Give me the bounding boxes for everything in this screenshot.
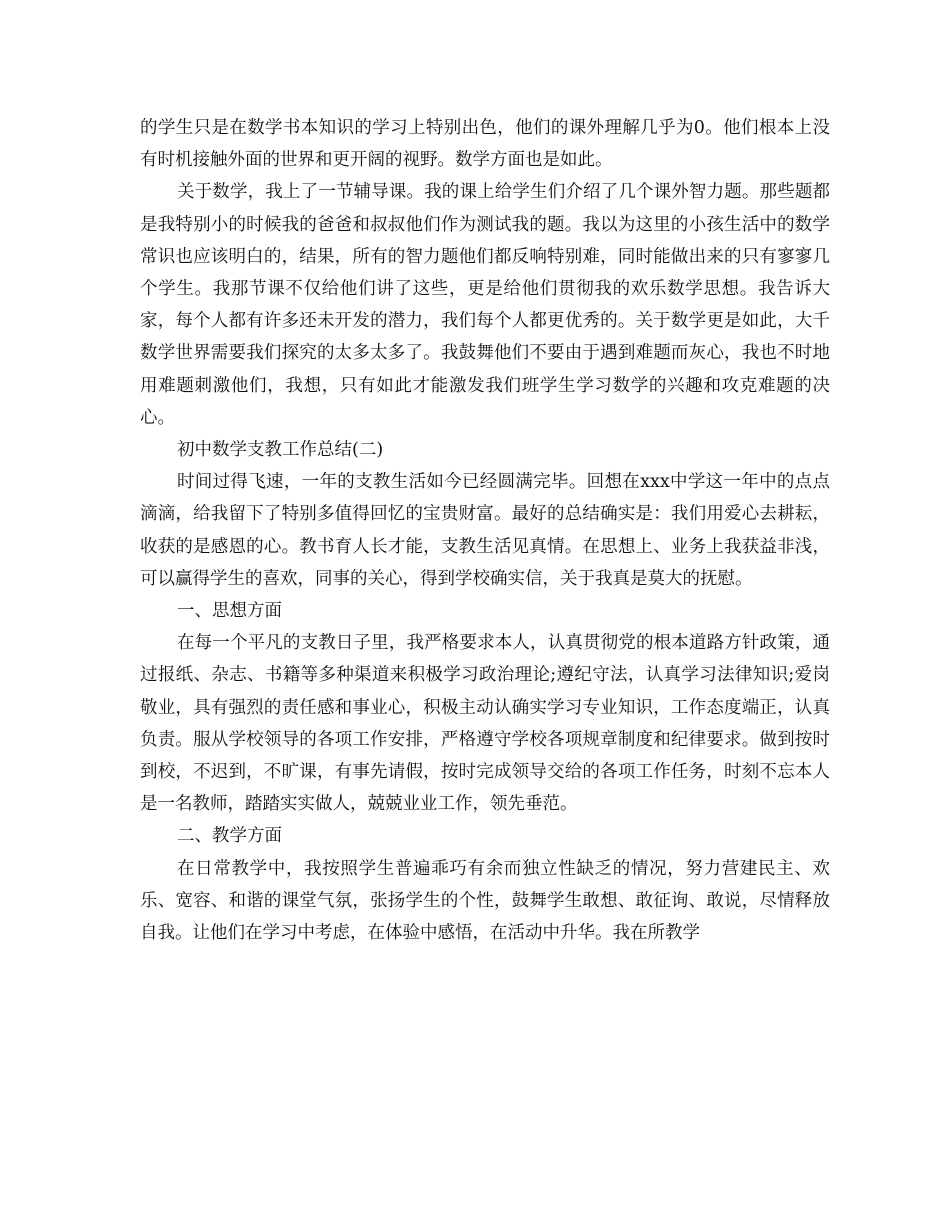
paragraph-ideology: 在每一个平凡的支教日子里，我严格要求本人，认真贯彻党的根本道路方针政策，通过报纸、杂志、书籍等多种渠道来积极学习政治理论;遵纪守法，认真学习法律知识;爱岗敬业，具有强烈的责任感和事业心，积极主动认确实学习专业知识，工作态度端正，认真负责。服从学校领导的各项工作安排，严格遵守学校各项规章制度和纪律要求。做到按时到校，不迟到，不旷课，有事先请假，按时完成领导交给的各项工作任务，时刻不忘本人是一名教师，踏踏实实做人，兢兢业业工作，领先垂范。 (140, 633, 830, 815)
section-heading-ideology: 一、思想方面 (177, 601, 282, 622)
paragraph-continuation: 的学生只是在数学书本知识的学习上特别出色，他们的课外理解几乎为0。他们根本上没有时机接触外面的世界和更开阔的视野。数学方面也是如此。 (140, 118, 830, 171)
paragraph-teaching: 在日常教学中，我按照学生普遍乖巧有余而独立性缺乏的情况，努力营建民主、欢乐、宽容、和谐的课堂气氛，张扬学生的个性，鼓舞学生敢想、敢征询、敢说，尽情释放自我。让他们在学习中考虑，在体验中感悟，在活动中升华。我在所教学 (140, 858, 830, 944)
document-body (140, 112, 830, 949)
paragraph-math-tutoring: 关于数学，我上了一节辅导课。我的课上给学生们介绍了几个课外智力题。那些题都是我特别小的时候我的爸爸和叔叔他们作为测试我的题。我以为这里的小孩生活中的数学常识也应该明白的，结果，所有的智力题他们都反响特别难，同时能做出来的只有寥寥几个学生。我那节课不仅给他们讲了这些，更是给他们贯彻我的欢乐数学思想。我告诉大家，每个人都有许多还未开发的潜力，我们每个人都更优秀的。关于数学更是如此，大千数学世界需要我们探究的太多太多了。我鼓舞他们不要由于遇到难题而灰心，我也不时地用难题刺激他们，我想，只有如此才能激发我们班学生学习数学的兴趣和攻克难题的决心。 (140, 182, 830, 428)
section-heading-teaching: 二、教学方面 (177, 826, 282, 847)
section-title-summary-two: 初中数学支教工作总结(二) (177, 440, 384, 461)
paragraph-year-review: 时间过得飞速，一年的支教生活如今已经圆满完毕。回想在xxx中学这一年中的点点滴滴，给我留下了特别多值得回忆的宝贵财富。最好的总结确实是：我们用爱心去耕耘，收获的是感恩的心。教书育人长才能，支教生活见真情。在思想上、业务上我获益非浅，可以赢得学生的喜欢，同事的关心，得到学校确实信，关于我真是莫大的抚慰。 (140, 472, 830, 589)
